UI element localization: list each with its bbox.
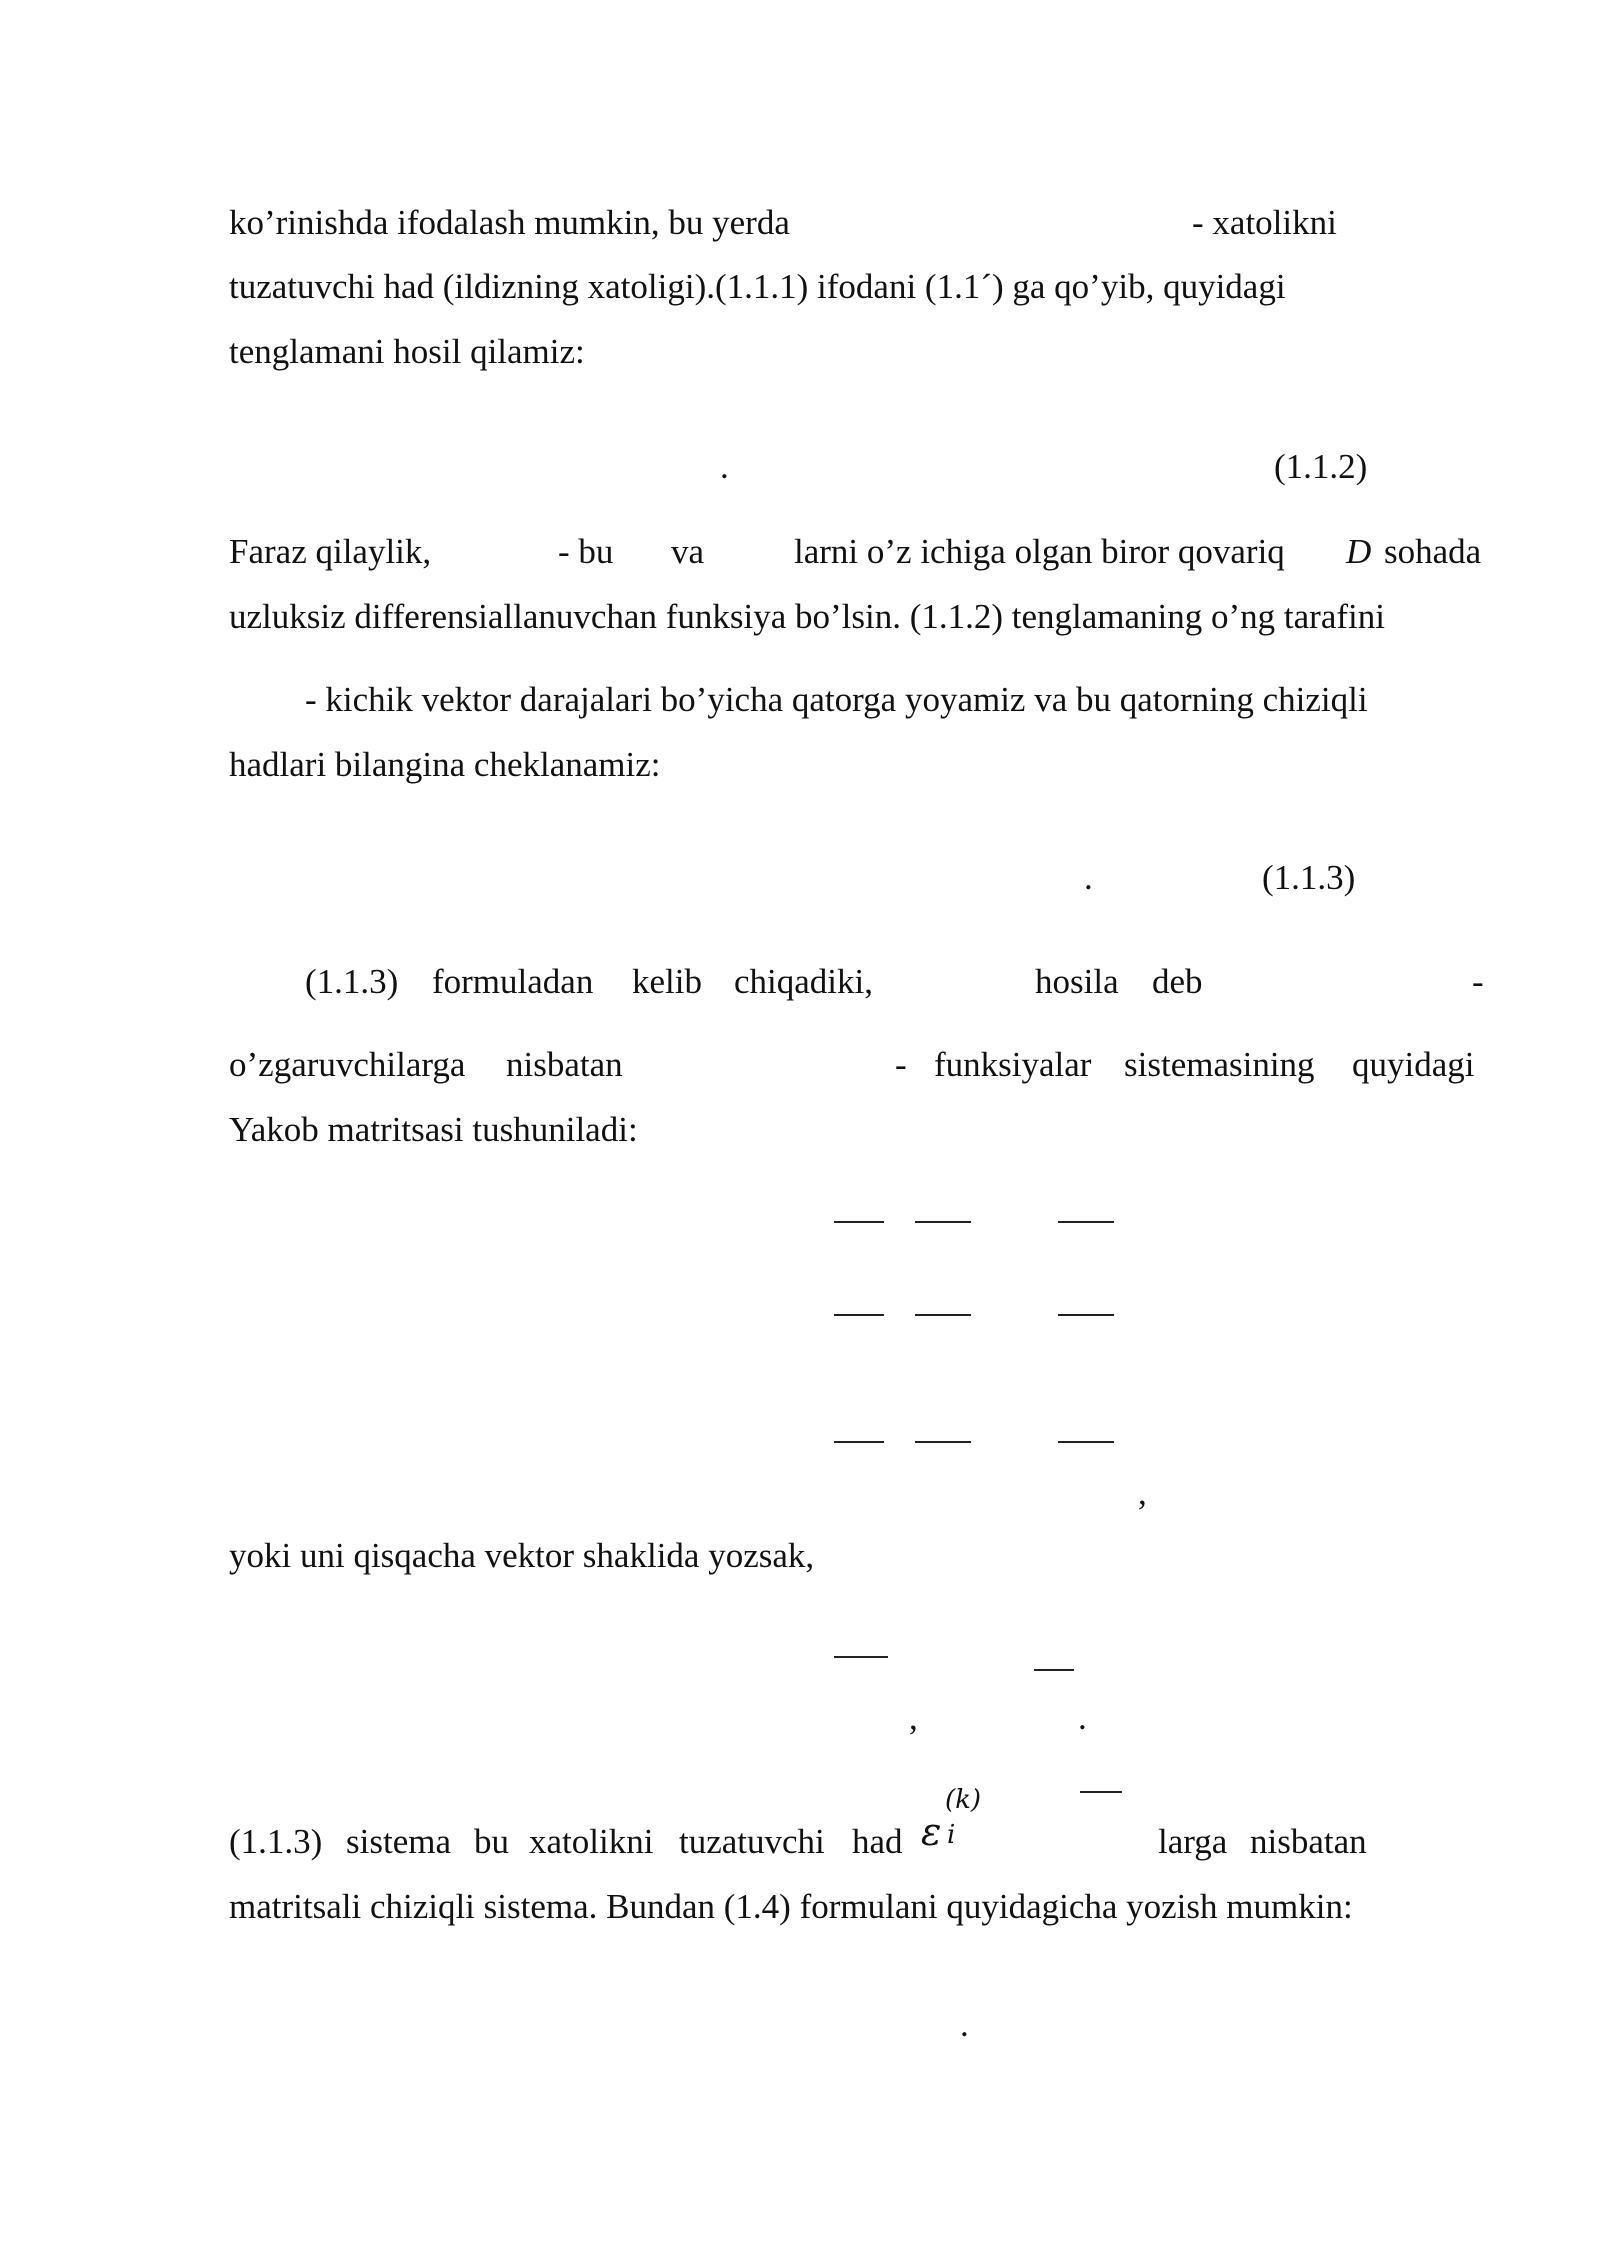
p3-line1-g: - — [1472, 962, 1484, 1001]
epsilon-subscript: i — [947, 1820, 956, 1850]
p5-line1-a: (1.1.3) — [229, 1822, 323, 1861]
p2-line1-b: - bu — [558, 532, 614, 571]
p2-line3: - kichik vektor darajalari bo’yicha qatorga yoyamiz va bu qatorning chiziqli — [305, 680, 1368, 719]
p5-line1-h: nisbatan — [1250, 1822, 1367, 1861]
p3-line2-c: - — [895, 1045, 907, 1084]
p3-line3: Yakob matritsasi tushuniladi: — [229, 1110, 638, 1149]
p5-line1-d: xatolikni — [529, 1822, 654, 1861]
p2-line1-d: larni o’z ichiga olgan biror qovariq — [794, 532, 1285, 571]
p2-line4: hadlari bilangina cheklanamiz: — [229, 745, 661, 784]
p5-line1-e: tuzatuvchi — [679, 1822, 825, 1861]
fraction-bar — [915, 1221, 971, 1223]
fraction-bar — [915, 1441, 971, 1443]
p3-line1-d: chiqadiki, — [734, 962, 873, 1001]
p5-line1-f: had — [852, 1822, 903, 1861]
p4-line1: yoki uni qisqacha vektor shaklida yozsak, — [229, 1536, 815, 1575]
p3-line2-b: nisbatan — [506, 1045, 623, 1084]
fraction-bar — [834, 1221, 884, 1223]
eq-113-dot: . — [1084, 858, 1093, 897]
vector-comma: , — [909, 1698, 918, 1737]
p1-line2: tuzatuvchi had (ildizning xatoligi).(1.1.1) ifodani (1.1´) ga qo’yib, quyidagi — [229, 267, 1286, 306]
p3-line1-b: formuladan — [432, 962, 594, 1001]
p2-line1-domain-d: D — [1346, 532, 1372, 571]
p5-line2: matritsali chiziqli sistema. Bundan (1.4) formulani quyidagicha yozish mumkin: — [229, 1887, 1353, 1926]
p2-line1-f: sohada — [1384, 532, 1482, 571]
p3-line2-a: o’zgaruvchilarga — [229, 1045, 466, 1084]
vector-dot: . — [1078, 1698, 1087, 1737]
p3-line2-d: funksiyalar — [934, 1045, 1092, 1084]
fraction-bar — [1080, 1791, 1122, 1793]
epsilon-symbol: ε — [921, 1810, 942, 1854]
p1-line1-text: ko’rinishda ifodalash mumkin, bu yerda — [229, 203, 790, 242]
p3-line2-f: quyidagi — [1352, 1045, 1475, 1084]
fraction-bar — [915, 1314, 971, 1316]
p3-line1-e: hosila — [1035, 962, 1119, 1001]
p2-line1-c: va — [671, 532, 705, 571]
matrix-comma: , — [1138, 1473, 1147, 1512]
epsilon-superscript: (k) — [945, 1785, 982, 1815]
fraction-bar — [1058, 1314, 1114, 1316]
p5-line1-g: larga — [1158, 1822, 1228, 1861]
fraction-bar — [834, 1656, 888, 1658]
fraction-bar — [1058, 1221, 1114, 1223]
p3-line1-c: kelib — [632, 962, 702, 1001]
p3-line1-f: deb — [1152, 962, 1203, 1001]
final-formula-dot: . — [960, 2005, 969, 2044]
p1-line1-end: - xatolikni — [1192, 203, 1337, 242]
fraction-bar — [1034, 1669, 1074, 1671]
p3-line1-a: (1.1.3) — [305, 962, 399, 1001]
p5-line1-b: sistema — [346, 1822, 451, 1861]
p2-line1-a: Faraz qilaylik, — [229, 532, 432, 571]
fraction-bar — [834, 1441, 884, 1443]
eq-112-number: (1.1.2) — [1274, 447, 1368, 486]
p2-line2: uzluksiz differensiallanuvchan funksiya bo’lsin. (1.1.2) tenglamaning o’ng tarafini — [229, 597, 1385, 636]
eq-113-number: (1.1.3) — [1262, 858, 1356, 897]
eq-112-dot: . — [720, 447, 729, 486]
fraction-bar — [834, 1314, 884, 1316]
p5-line1-c: bu — [474, 1822, 509, 1861]
p1-line3: tenglamani hosil qilamiz: — [229, 332, 585, 371]
p3-line2-e: sistemasining — [1124, 1045, 1315, 1084]
fraction-bar — [1058, 1441, 1114, 1443]
